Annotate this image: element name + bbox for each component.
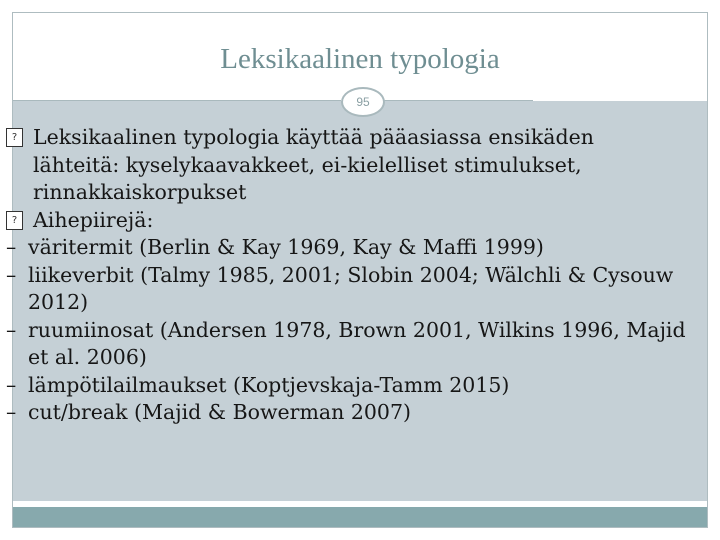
sub-item (6, 234, 686, 262)
bullet-item (6, 207, 686, 235)
page-number-badge: 95 (341, 87, 385, 117)
dash-marker: – (6, 262, 17, 287)
sub-item (6, 317, 686, 372)
dash-marker: – (6, 400, 17, 424)
bullet-item (6, 124, 686, 207)
title-rule-left (13, 100, 341, 101)
bullet-text: Leksikaalinen typologia käyttää pääasiassa ensikäden lähteitä: kyselykaavakkeet, ei-kielelliset stimulukset, rinnakkaiskorpukset (33, 125, 594, 204)
sub-item-text: cut/break (Majid & Bowerman 2007) (28, 400, 412, 424)
dash-marker: – (6, 235, 17, 259)
missing-glyph-bullet-icon: ? (6, 128, 23, 147)
slide-title: Leksikaalinen typologia (220, 43, 500, 75)
sub-item (6, 262, 686, 317)
sub-item-text: väritermit (Berlin & Kay 1969, Kay & Maffi 1999) (28, 235, 544, 259)
footer-bar (13, 507, 707, 527)
dash-marker: – (6, 317, 17, 342)
dash-marker: – (6, 372, 17, 397)
sub-item-text: liikeverbit (Talmy 1985, 2001; Slobin 2004; Wälchli & Cysouw 2012) (28, 262, 674, 314)
sub-item-text: ruumiinosat (Andersen 1978, Brown 2001, Wilkins 1996, Majid et al. 2006) (28, 317, 686, 369)
bullet-text: Aihepiirejä: (33, 207, 154, 232)
title-rule-right (383, 100, 533, 101)
sub-item (6, 399, 686, 427)
sub-item-text: lämpötilailmaukset (Koptjevskaja-Tamm 2015) (28, 372, 510, 397)
sub-item (6, 372, 686, 400)
missing-glyph-bullet-icon: ? (6, 211, 23, 230)
slide-body (6, 124, 686, 427)
